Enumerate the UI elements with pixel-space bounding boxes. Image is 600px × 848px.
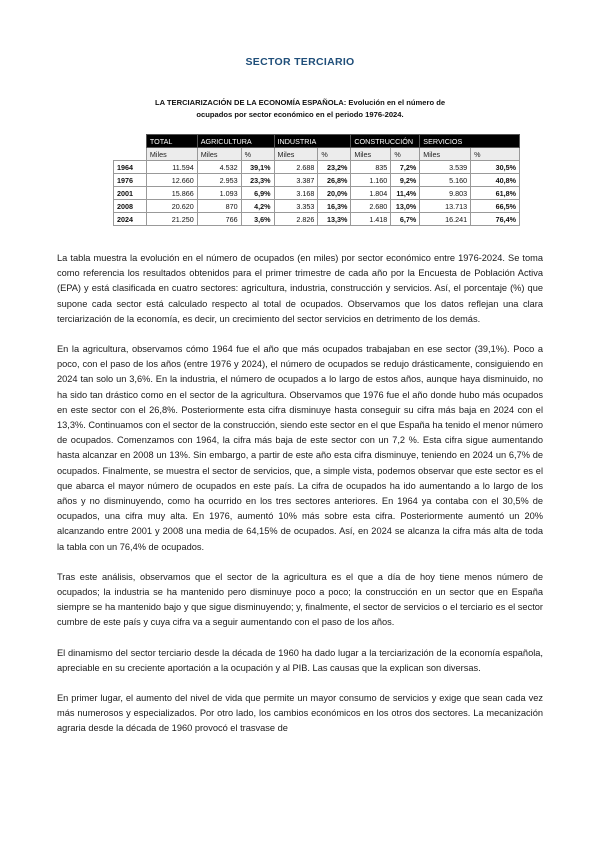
year-cell: 2024 [114, 213, 147, 226]
table-caption [100, 97, 500, 121]
subheader-cell: % [241, 148, 274, 161]
construccion-pct-cell: 9,2% [391, 174, 420, 187]
table-group-header-row [114, 135, 520, 148]
construccion-cell: 835 [351, 161, 391, 174]
servicios-pct-cell: 30,5% [471, 161, 520, 174]
table-corner-cell [114, 148, 147, 161]
industria-pct-cell: 20,0% [318, 187, 351, 200]
subheader-cell: % [391, 148, 420, 161]
construccion-cell: 1.804 [351, 187, 391, 200]
servicios-cell: 16.241 [420, 213, 471, 226]
construccion-pct-cell: 7,2% [391, 161, 420, 174]
industria-pct-cell: 16,3% [318, 200, 351, 213]
table-corner-cell [114, 135, 147, 148]
total-cell: 15.866 [146, 187, 197, 200]
agricultura-pct-cell: 4,2% [241, 200, 274, 213]
construccion-cell: 1.418 [351, 213, 391, 226]
agricultura-pct-cell: 6,9% [241, 187, 274, 200]
subheader-cell: Miles [197, 148, 241, 161]
agricultura-cell: 870 [197, 200, 241, 213]
table-row [114, 174, 520, 187]
construccion-cell: 1.160 [351, 174, 391, 187]
industria-pct-cell: 13,3% [318, 213, 351, 226]
industria-cell: 2.826 [274, 213, 318, 226]
industria-cell: 3.168 [274, 187, 318, 200]
header-total: TOTAL [146, 135, 197, 148]
industria-cell: 3.353 [274, 200, 318, 213]
industria-cell: 2.688 [274, 161, 318, 174]
table-row [114, 187, 520, 200]
agricultura-cell: 1.093 [197, 187, 241, 200]
servicios-pct-cell: 40,8% [471, 174, 520, 187]
subheader-cell: Miles [146, 148, 197, 161]
subheader-cell: % [318, 148, 351, 161]
servicios-cell: 5.160 [420, 174, 471, 187]
subheader-cell: Miles [351, 148, 391, 161]
subheader-cell: % [471, 148, 520, 161]
year-cell: 2008 [114, 200, 147, 213]
total-cell: 20.620 [146, 200, 197, 213]
year-cell: 2001 [114, 187, 147, 200]
body-text [57, 251, 543, 752]
paragraph-dynamism: El dinamismo del sector terciario desde la década de 1960 ha dado lugar a la terciarización de la economía española, apreciable en su creciente aportación a la ocupación y al PIB. Las causas que la explican son diversas. [57, 647, 543, 673]
servicios-cell: 3.539 [420, 161, 471, 174]
paragraph-intro: La tabla muestra la evolución en el número de ocupados (en miles) por sector económico entre 1976-2024. Se toma como referencia los resultados obtenidos para el primer trimestre de cada año por la Encuesta de Población Activa (EPA) y está clasificada en cuatro sectores: agricultura, industria, construcción y servicios. Así, el porcentaje (%) que supone cada sector está calculado respecto al total de ocupados. Observamos que los datos reflejan una clara terciarización de la economía, es decir, un crecimiento del sector servicios en detrimento de los demás. [57, 253, 543, 324]
industria-pct-cell: 23,2% [318, 161, 351, 174]
table-caption-line-1: LA TERCIARIZACIÓN DE LA ECONOMÍA ESPAÑOLA: Evolución en el número de [154, 98, 446, 107]
year-cell: 1964 [114, 161, 147, 174]
paragraph-causes: En primer lugar, el aumento del nivel de vida que permite un mayor consumo de servicios y exige que sean cada vez más numerosos y especializados. Por otro lado, los cambios económicos en los otros dos sectores. La mecanización agraria desde la década de 1960 provocó el trasvase de [57, 693, 543, 734]
total-cell: 12.660 [146, 174, 197, 187]
construccion-pct-cell: 11,4% [391, 187, 420, 200]
total-cell: 21.250 [146, 213, 197, 226]
table-caption-line-2: ocupados por sector económico en el periodo 1976-2024. [196, 110, 404, 119]
servicios-pct-cell: 76,4% [471, 213, 520, 226]
agricultura-pct-cell: 23,3% [241, 174, 274, 187]
servicios-pct-cell: 66,5% [471, 200, 520, 213]
construccion-cell: 2.680 [351, 200, 391, 213]
employment-table [113, 134, 520, 226]
agricultura-cell: 766 [197, 213, 241, 226]
construccion-pct-cell: 6,7% [391, 213, 420, 226]
table-row [114, 200, 520, 213]
table-row [114, 161, 520, 174]
header-industria: INDUSTRIA [274, 135, 351, 148]
agricultura-pct-cell: 3,6% [241, 213, 274, 226]
paragraph-analysis: En la agricultura, observamos cómo 1964 fue el año que más ocupados trabajaban en ese sector (39,1%). Poco a poco, con el paso de los años (entre 1976 y 2024), el número de ocupados se redujo drásticamente, consiguiendo en 2024 tan solo un 3,6%. En la industria, el número de ocupados a lo largo de estos años, aunque haya disminuido, no ha sido tan drástico como en el sector de la agricultura. Observamos que 1976 fue el año donde hubo más ocupados en este sector con el 26,8%. Posteriormente esta cifra disminuye hasta conseguir su cifra más baja en 2024 con el 13,3%. Continuamos con el sector de la construcción, siendo este sector en el que España ha tenido el menor número de ocupados. Comenzamos con 1964, la cifra más baja de este sector con un 7,2 %. Esta cifra sigue aumentando hasta alcanzar en 2008 un 13%. Sin embargo, a partir de este año esta cifra disminuye, teniendo en 2024 un 6,7% de ocupados. Finalmente, se muestra el sector de servicios, que, a simple vista, podemos observar que este sector es el que abarca el mayor número de ocupados en este país. La cifra de ocupados ha ido aumentando a lo largo de los años y no disminuyendo, como ha ocurrido en los tres sectores anteriores. En 1964 ya contaba con el 30,5% de ocupados, una cifra muy alta. En 1976, aumentó 10% más sobre esta cifra. Posteriormente aumentó un 20% alcanzando entre 2001 y 2008 una media de 64,15% de ocupados. Así, en 2024 se alcanza la cifra más alta de toda la tabla con un 76,4% de ocupados. [57, 344, 543, 552]
subheader-cell: Miles [420, 148, 471, 161]
construccion-pct-cell: 13,0% [391, 200, 420, 213]
agricultura-pct-cell: 39,1% [241, 161, 274, 174]
subheader-cell: Miles [274, 148, 318, 161]
servicios-cell: 13.713 [420, 200, 471, 213]
table-row [114, 213, 520, 226]
servicios-pct-cell: 61,8% [471, 187, 520, 200]
page-title: SECTOR TERCIARIO [245, 56, 355, 68]
industria-cell: 3.387 [274, 174, 318, 187]
header-agricultura: AGRICULTURA [197, 135, 274, 148]
paragraph-summary: Tras este análisis, observamos que el sector de la agricultura es el que a día de hoy tiene menos número de ocupados; la industria se ha mantenido pero disminuye poco a poco; la construcción en un sector que en España siempre se ha mantenido bajo y que sigue disminuyendo; y, finalmente, el sector de servicios o el terciario es el sector cumbre de este país y cuya cifra va a seguir aumentando con el paso de los años. [57, 571, 543, 628]
table-subheader-row [114, 148, 520, 161]
servicios-cell: 9.803 [420, 187, 471, 200]
total-cell: 11.594 [146, 161, 197, 174]
agricultura-cell: 2.953 [197, 174, 241, 187]
industria-pct-cell: 26,8% [318, 174, 351, 187]
year-cell: 1976 [114, 174, 147, 187]
agricultura-cell: 4.532 [197, 161, 241, 174]
header-construccion: CONSTRUCCIÓN [351, 135, 420, 148]
header-servicios: SERVICIOS [420, 135, 520, 148]
